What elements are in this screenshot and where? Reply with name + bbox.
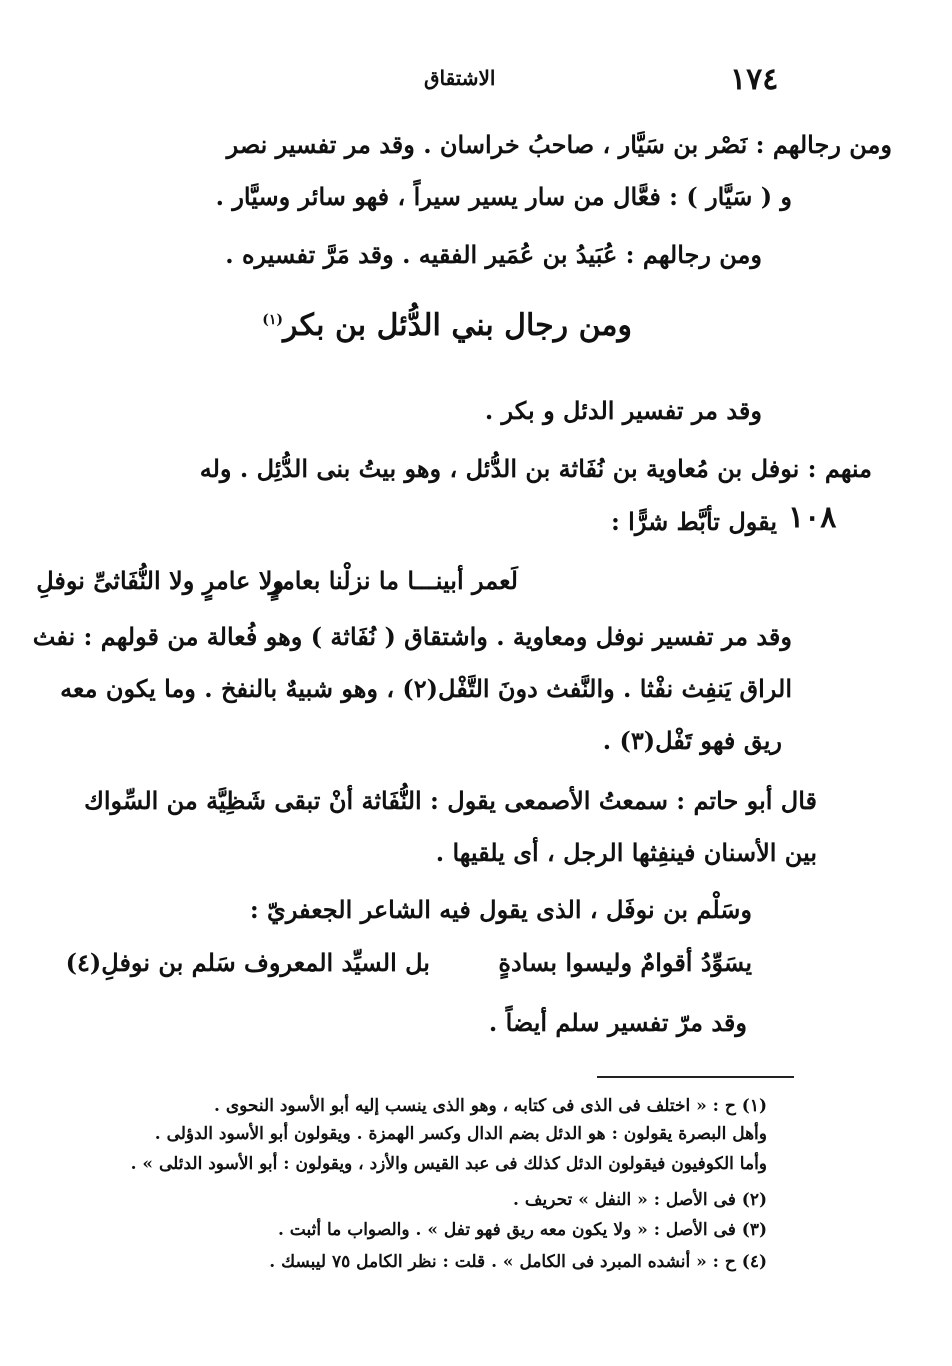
- paragraph-line: وقد مر تفسير الدئل و بكر .: [484, 396, 762, 425]
- paragraph-line: يقول تأبَّط شرًّا :: [610, 507, 777, 536]
- paragraph-line: بين الأسنان فينفِثها الرجل ، أى يلقيها .: [435, 838, 817, 867]
- footnote-line: (٢) فى الأصل : « النفل » تحريف .: [513, 1190, 767, 1210]
- footnote-marker: (١): [262, 312, 284, 328]
- margin-entry-number: ١٠٨: [788, 500, 837, 535]
- paragraph-line: وقد مرّ تفسير سلم أيضاً .: [488, 1008, 747, 1037]
- footnote-divider: [597, 1076, 794, 1078]
- paragraph-line: ومن رجالهم : عُبَيدُ بن عُمَير الفقيه . وقد مَرَّ تفسيره .: [225, 240, 762, 269]
- paragraph-line: ومن رجالهم : نَصْر بن سَيَّار ، صاحبُ خراسان . وقد مر تفسير نصر: [226, 130, 892, 159]
- paragraph-line: ريق فهو تَفْل(٣) .: [602, 726, 782, 755]
- verse-hemistich: ولا عامرٍ ولا النُّفَاثىِّ نوفلِ: [36, 566, 284, 595]
- running-title: الاشتقاق: [424, 66, 496, 90]
- section-heading-text: ومن رجال بني الدُّئل بن بكر: [283, 308, 632, 343]
- paragraph-line: الراق يَنفِث نفْثا . والنَّفث دونَ التَّفْل(٢) ، وهو شبيهٌ بالنفخ . وما يكون معه: [60, 674, 792, 703]
- section-heading: [262, 308, 632, 343]
- verse-hemistich: يسَوِّدُ أقوامٌ وليسوا بسادةٍ: [498, 948, 752, 977]
- page-number: ١٧٤: [730, 62, 779, 97]
- footnote-line: (٣) فى الأصل : « ولا يكون معه ريق فهو تفل » . والصواب ما أثبت .: [277, 1220, 767, 1240]
- paragraph-line: منهم : نوفل بن مُعاوية بن نُفَاثة بن الدُّئل ، وهو بيتُ بنى الدُّئِل . وله: [199, 454, 872, 483]
- verse-hemistich: بل السيِّد المعروف سَلم بن نوفلِ(٤): [65, 948, 430, 977]
- footnote-line: وأما الكوفيون فيقولون الدئل كذلك فى عبد القيس والأزد ، ويقولون : أبو الأسود الدئلى » .: [130, 1154, 767, 1174]
- paragraph-line: وقد مر تفسير نوفل ومعاوية . واشتقاق ( نُفَاثة ) وهو فُعالة من قولهم : نفث: [32, 622, 792, 651]
- footnote-line: وأهل البصرة يقولون : هو الدئل بضم الدال وكسر الهمزة . ويقولون أبو الأسود الدؤلى .: [154, 1124, 767, 1144]
- paragraph-line: وسَلْم بن نوفَل ، الذى يقول فيه الشاعر الجعفريّ :: [249, 895, 752, 924]
- paragraph-line: و ( سَيَّار ) : فعَّال من سار يسير سيراً ، فهو سائر وسيَّار .: [215, 182, 792, 211]
- footnote-line: (١) ح : « اختلف فى الذى فى كتابه ، وهو الذى ينسب إليه أبو الأسود النحوى .: [214, 1096, 767, 1116]
- paragraph-line: قال أبو حاتم : سمعتُ الأصمعى يقول : النُّفَاثة أنْ تبقى شَظِيَّة من السِّواك: [84, 786, 817, 815]
- footnote-line: (٤) ح : « أنشده المبرد فى الكامل » . قلت : نظر الكامل ٧٥ ليبسك .: [269, 1252, 767, 1272]
- verse-hemistich: لَعمر أبينـــا ما نزلْنا بعامرٍ: [268, 566, 518, 595]
